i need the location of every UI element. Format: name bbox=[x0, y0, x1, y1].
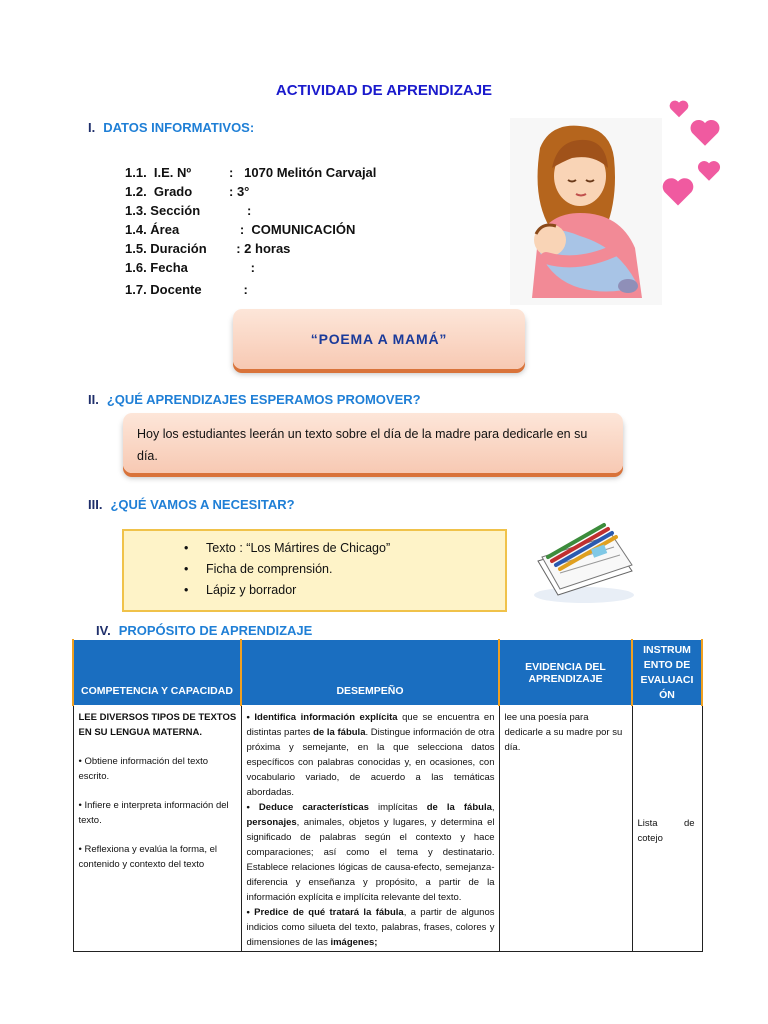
learning-text: Hoy los estudiantes leerán un texto sobre el día de la madre para dedicarle en su día. bbox=[137, 427, 588, 463]
desempeno-text: , bbox=[491, 802, 495, 813]
poem-title: “POEMA A MAMÁ” bbox=[310, 331, 448, 347]
section-1-heading bbox=[88, 120, 254, 135]
capacidad-item: • Reflexiona y evalúa la forma, el contenido y contexto del texto bbox=[78, 844, 218, 870]
desempeno-bold: de la fábula bbox=[426, 802, 492, 813]
info-row-grado bbox=[125, 184, 249, 199]
desempeno-text: implícitas bbox=[368, 802, 427, 813]
info-label: 1.1. I.E. Nº bbox=[125, 165, 192, 180]
page-title: ACTIVIDAD DE APRENDIZAJE bbox=[275, 82, 493, 99]
learning-purpose-table bbox=[72, 639, 703, 952]
info-row-ie bbox=[125, 165, 376, 180]
info-value: : bbox=[229, 260, 255, 275]
list-item: • Ficha de comprensión. bbox=[184, 559, 505, 580]
section-1-roman: I. bbox=[88, 120, 96, 135]
info-value: : COMUNICACIÓN bbox=[229, 222, 356, 237]
section-2-roman: II. bbox=[88, 392, 99, 407]
table-row bbox=[73, 706, 702, 952]
section-3-title: ¿QUÉ VAMOS A NECESITAR? bbox=[110, 497, 295, 512]
info-row-area bbox=[125, 222, 355, 237]
evidencia-cell: lee una poesía para dedicarle a su madre por su día. bbox=[499, 706, 632, 952]
materials-box bbox=[122, 529, 507, 612]
info-row-duracion bbox=[125, 241, 290, 256]
info-value: : 3° bbox=[229, 184, 250, 199]
desempeno-bold: imágenes; bbox=[330, 937, 378, 948]
competencia-cell bbox=[73, 706, 241, 952]
header-evidencia: EVIDENCIA DEL APRENDIZAJE bbox=[499, 640, 632, 706]
desempeno-bold: personajes bbox=[246, 817, 297, 828]
header-competencia: COMPETENCIA Y CAPACIDAD bbox=[73, 640, 241, 706]
info-label: 1.4. Área bbox=[125, 222, 180, 237]
heart-icon bbox=[660, 174, 696, 210]
desempeno-bold: de la fábula bbox=[313, 727, 366, 738]
capacidad-item: • Infiere e interpreta información del texto. bbox=[78, 800, 229, 826]
table-header-row bbox=[73, 640, 702, 706]
learning-box bbox=[123, 413, 623, 473]
desempeno-text: , animales, objetos y lugares, y determina el significado de palabras según el contexto y hace comparaciones; así como el tema y destinatario. Establece relaciones lógicas de causa-efecto, semejanza-diferencia y enseñanza y propósito, a partir de la información explícita e implícita relevante del texto. bbox=[246, 817, 495, 903]
info-value: : bbox=[229, 203, 252, 218]
desempeno-text: . Distingue información de otra próxima y semejante, en la que selecciona datos específicos con palabras conocidas y, en ocasiones, con vocabulario variado, de acuerdo a las temáticas abordadas. bbox=[246, 727, 495, 798]
info-label: 1.6. Fecha bbox=[125, 260, 188, 275]
section-2-heading bbox=[88, 392, 421, 407]
info-value: : 1070 Melitón Carvajal bbox=[229, 165, 377, 180]
section-1-title: DATOS INFORMATIVOS: bbox=[103, 120, 255, 135]
header-instrumento: INSTRUM ENTO DE EVALUACI ÓN bbox=[632, 640, 702, 706]
paper-pencils-illustration bbox=[528, 517, 640, 605]
info-value: : bbox=[229, 282, 248, 297]
desempeno-bold: • Identifica información explícita bbox=[246, 712, 398, 723]
section-2-title: ¿QUÉ APRENDIZAJES ESPERAMOS PROMOVER? bbox=[106, 392, 421, 407]
info-label: 1.5. Duración bbox=[125, 241, 207, 256]
heart-icon bbox=[688, 116, 722, 150]
section-3-heading bbox=[88, 497, 295, 512]
materials-list bbox=[184, 538, 505, 601]
info-row-fecha bbox=[125, 260, 255, 275]
info-label: 1.7. Docente bbox=[125, 282, 202, 297]
capacidad-item: • Obtiene información del texto escrito. bbox=[78, 756, 209, 782]
list-item: • Texto : “Los Mártires de Chicago” bbox=[184, 538, 505, 559]
info-row-seccion bbox=[125, 203, 251, 218]
section-3-roman: III. bbox=[88, 497, 103, 512]
list-item: • Lápiz y borrador bbox=[184, 580, 505, 601]
mother-baby-illustration bbox=[510, 118, 662, 305]
desempeno-cell bbox=[241, 706, 499, 952]
heart-icon bbox=[668, 98, 690, 120]
header-desempeno: DESEMPEÑO bbox=[241, 640, 499, 706]
desempeno-text: que se encuentra en distintas partes bbox=[246, 712, 495, 738]
competencia-title: LEE DIVERSOS TIPOS DE TEXTOS EN SU LENGUA MATERNA. bbox=[78, 712, 237, 738]
desempeno-bold: • Predice de qué tratará la fábula bbox=[246, 907, 404, 918]
section-4-heading bbox=[96, 623, 312, 638]
info-row-docente bbox=[125, 282, 248, 297]
section-4-roman: IV. bbox=[96, 623, 111, 638]
heart-icon bbox=[696, 158, 722, 184]
section-4-title: PROPÓSITO DE APRENDIZAJE bbox=[118, 623, 313, 638]
desempeno-text: , a partir de algunos indicios como silueta del texto, palabras, frases, colores y dimensiones de las bbox=[246, 907, 495, 948]
info-value: : 2 horas bbox=[229, 241, 291, 256]
info-label: 1.2. Grado bbox=[125, 184, 193, 199]
info-label: 1.3. Sección bbox=[125, 203, 201, 218]
instrumento-cell: Lista de cotejo bbox=[632, 706, 702, 952]
poem-title-box bbox=[233, 309, 525, 369]
desempeno-bold: • Deduce características bbox=[246, 802, 369, 813]
